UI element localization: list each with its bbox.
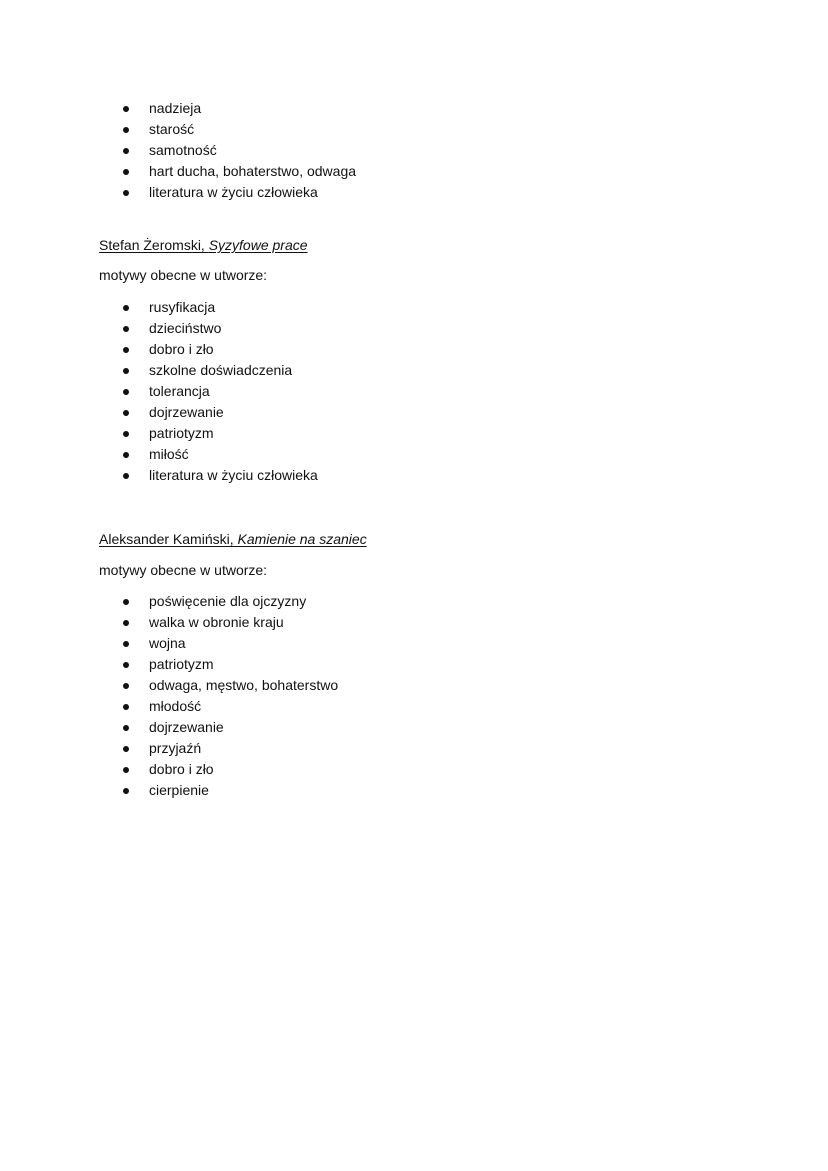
bullet-icon [123, 788, 129, 794]
list-item: dojrzewanie [0, 402, 318, 423]
bullet-icon [123, 767, 129, 773]
bullet-icon [123, 305, 129, 311]
list-item: dojrzewanie [0, 717, 338, 738]
list-item: cierpienie [0, 780, 338, 801]
bullet-icon [123, 190, 129, 196]
motif-list-previous [0, 98, 356, 203]
bullet-icon [123, 169, 129, 175]
list-item: młodość [0, 696, 338, 717]
list-item: patriotyzm [0, 654, 338, 675]
work-title: Kamienie na szaniec [237, 531, 367, 547]
list-item: literatura w życiu człowieka [0, 182, 356, 203]
list-item: walka w obronie kraju [0, 612, 338, 633]
list-item: hart ducha, bohaterstwo, odwaga [0, 161, 356, 182]
work-heading-kamienie-na-szaniec [99, 529, 367, 549]
motifs-label: motywy obecne w utworze: [99, 267, 268, 283]
list-item: dzieciństwo [0, 318, 318, 339]
bullet-icon [123, 746, 129, 752]
bullet-icon [123, 662, 129, 668]
list-item: przyjaźń [0, 738, 338, 759]
bullet-icon [123, 106, 129, 112]
bullet-icon [123, 368, 129, 374]
author-name: Aleksander Kamiński, [99, 531, 238, 547]
bullet-icon [123, 410, 129, 416]
bullet-icon [123, 347, 129, 353]
motifs-label: motywy obecne w utworze: [99, 562, 268, 578]
list-item: nadzieja [0, 98, 356, 119]
author-name: Stefan Żeromski, [99, 237, 209, 253]
list-item: starość [0, 119, 356, 140]
bullet-icon [123, 599, 129, 605]
motif-list-syzyfowe-prace [0, 297, 318, 486]
bullet-icon [123, 148, 129, 154]
list-item: tolerancja [0, 381, 318, 402]
list-item: rusyfikacja [0, 297, 318, 318]
bullet-icon [123, 452, 129, 458]
work-title: Syzyfowe prace [208, 237, 308, 253]
list-item: samotność [0, 140, 356, 161]
list-item: literatura w życiu człowieka [0, 465, 318, 486]
list-item: wojna [0, 633, 338, 654]
list-item: odwaga, męstwo, bohaterstwo [0, 675, 338, 696]
bullet-icon [123, 641, 129, 647]
list-item: szkolne doświadczenia [0, 360, 318, 381]
bullet-icon [123, 127, 129, 133]
list-item: dobro i zło [0, 339, 318, 360]
motif-list-kamienie-na-szaniec [0, 591, 338, 801]
bullet-icon [123, 326, 129, 332]
bullet-icon [123, 431, 129, 437]
list-item: poświęcenie dla ojczyzny [0, 591, 338, 612]
bullet-icon [123, 473, 129, 479]
list-item: miłość [0, 444, 318, 465]
list-item: patriotyzm [0, 423, 318, 444]
work-heading-syzyfowe-prace [99, 235, 308, 255]
list-item: dobro i zło [0, 759, 338, 780]
bullet-icon [123, 704, 129, 710]
bullet-icon [123, 620, 129, 626]
bullet-icon [123, 683, 129, 689]
bullet-icon [123, 725, 129, 731]
bullet-icon [123, 389, 129, 395]
